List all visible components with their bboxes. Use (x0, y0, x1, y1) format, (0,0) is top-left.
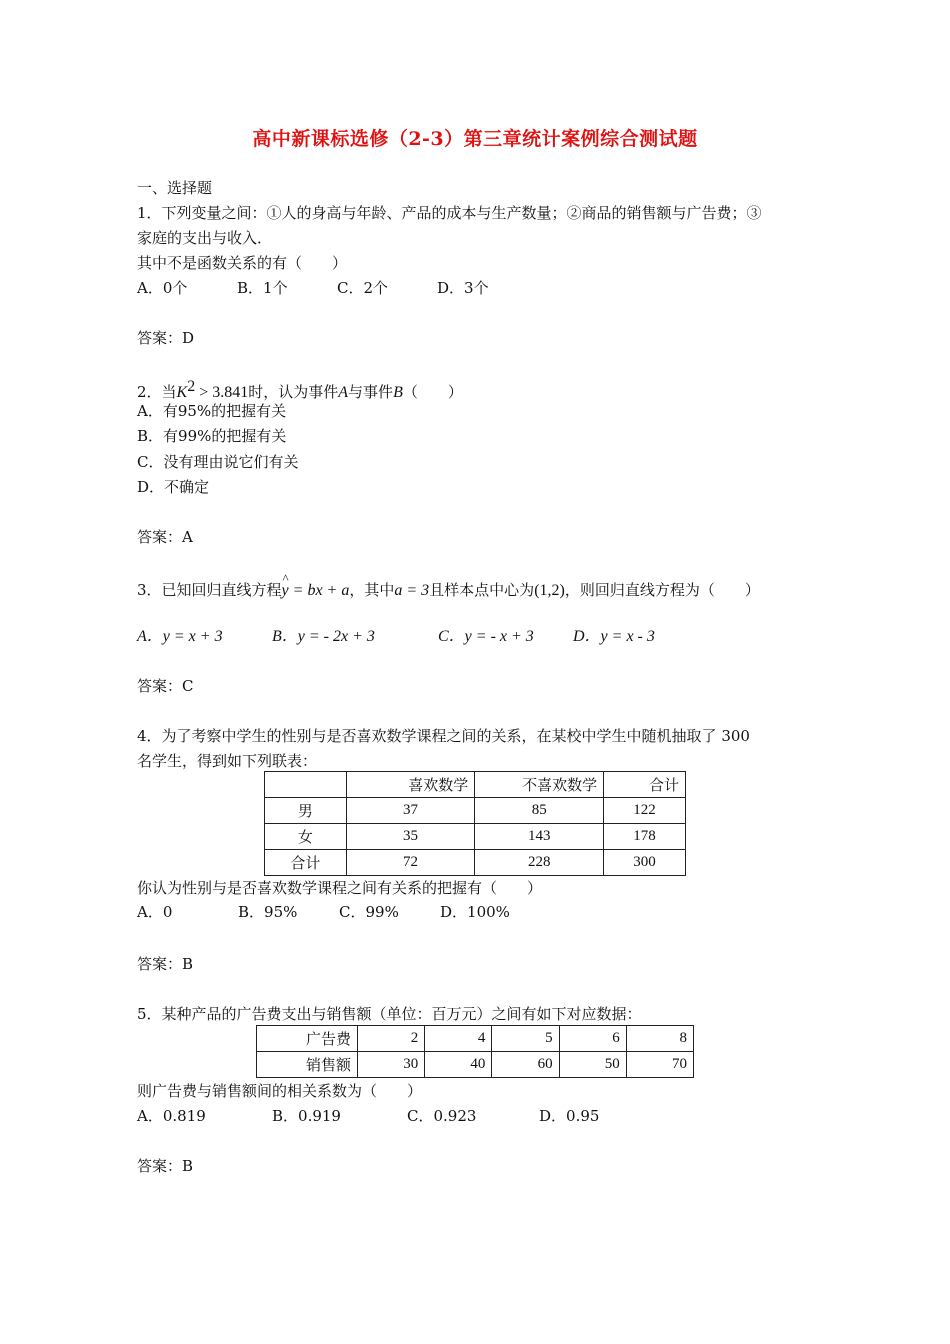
q2-condition: > 3.841 (195, 384, 249, 401)
q5-answer: 答案：B (137, 1157, 194, 1175)
table-header-row: 喜欢数学 不喜欢数学 合计 (265, 772, 686, 798)
q1-option-c: C．2个 (337, 279, 389, 297)
q2-event-b: B (393, 384, 403, 401)
q4-answer: 答案：B (137, 955, 194, 973)
table-row: 销售额 30 40 60 50 70 (257, 1052, 694, 1078)
q4-option-d: D．100% (440, 903, 510, 921)
q4-contingency-table (264, 771, 686, 876)
q2-option-b: B．有99%的把握有关 (137, 427, 287, 445)
q4-option-a: A．0 (137, 903, 173, 921)
q5-option-a: A．0.819 (137, 1107, 206, 1125)
q1-stem-line3: 其中不是函数关系的有（ ） (137, 254, 348, 272)
q4-stem-line1: 4．为了考察中学生的性别与是否喜欢数学课程之间的关系，在某校中学生中随机抽取了 300 (137, 727, 750, 745)
q4-option-c: C．99% (339, 903, 399, 921)
table-row: 女 35 143 178 (265, 824, 686, 850)
q1-stem-line1: 1．下列变量之间：①人的身高与年龄、产品的成本与生产数量；②商品的销售额与广告费；③ (137, 204, 762, 222)
q2-option-a: A．有95%的把握有关 (137, 402, 287, 420)
q1-option-a: A．0个 (137, 279, 188, 297)
q3-center-point: (1,2) (534, 582, 565, 599)
q5-data-table (256, 1025, 694, 1078)
q3-options (137, 626, 655, 647)
q1-option-d: D．3个 (437, 279, 489, 297)
q5-option-d: D．0.95 (539, 1107, 600, 1125)
q1-options (137, 278, 489, 298)
q2-event-a: A (338, 384, 349, 401)
q1-option-b: B．1个 (237, 279, 288, 297)
q3-stem: 3．已知回归直线方程^ y = bx + a，其中a = 3且样本点中心为(1,2)，则回归直线方程为（ ） (137, 580, 760, 601)
q4-option-b: B．95% (238, 903, 298, 921)
q3-y-hat: ^ y (282, 581, 289, 601)
q3-regression-equation: = bx + a (288, 582, 350, 599)
q5-stem-line2: 则广告费与销售额间的相关系数为（ ） (137, 1082, 423, 1100)
table-row: 男 37 85 122 (265, 798, 686, 824)
q2-answer: 答案：A (137, 528, 193, 546)
q2-k-symbol: K (176, 384, 188, 401)
q3-option-c: C．y = - x + 3 (438, 628, 534, 645)
q3-answer: 答案：C (137, 677, 194, 695)
table-row: 合计 72 228 300 (265, 850, 686, 876)
q4-options (137, 902, 510, 922)
q3-option-a: A．y = x + 3 (137, 628, 223, 645)
q5-stem-line1: 5．某种产品的广告费支出与销售额（单位：百万元）之间有如下对应数据： (137, 1005, 642, 1023)
q1-answer: 答案：D (137, 329, 195, 347)
q3-option-b: B．y = - 2x + 3 (272, 628, 375, 645)
q2-option-d: D．不确定 (137, 478, 210, 496)
q1-stem-line2: 家庭的支出与收入． (137, 229, 273, 247)
q4-stem-line2: 名学生，得到如下列联表： (137, 752, 318, 770)
section-heading: 一、选择题 (137, 179, 213, 197)
q4-stem-line3: 你认为性别与是否喜欢数学课程之间有关系的把握有（ ） (137, 879, 543, 897)
q5-options (137, 1106, 599, 1126)
q3-a-value: a = 3 (394, 582, 430, 599)
q5-option-b: B．0.919 (272, 1107, 341, 1125)
q2-stem: 2．当$K^2 > 3.841$时，认为事件A与事件B（ ） (137, 378, 463, 401)
q3-option-d: D．y = x - 3 (573, 628, 655, 645)
q2-option-c: C．没有理由说它们有关 (137, 453, 299, 471)
table-row: 广告费 2 4 5 6 8 (257, 1026, 694, 1052)
q5-option-c: C．0.923 (407, 1107, 477, 1125)
document-title: 高中新课标选修（2-3）第三章统计案例综合测试题 (252, 128, 698, 150)
